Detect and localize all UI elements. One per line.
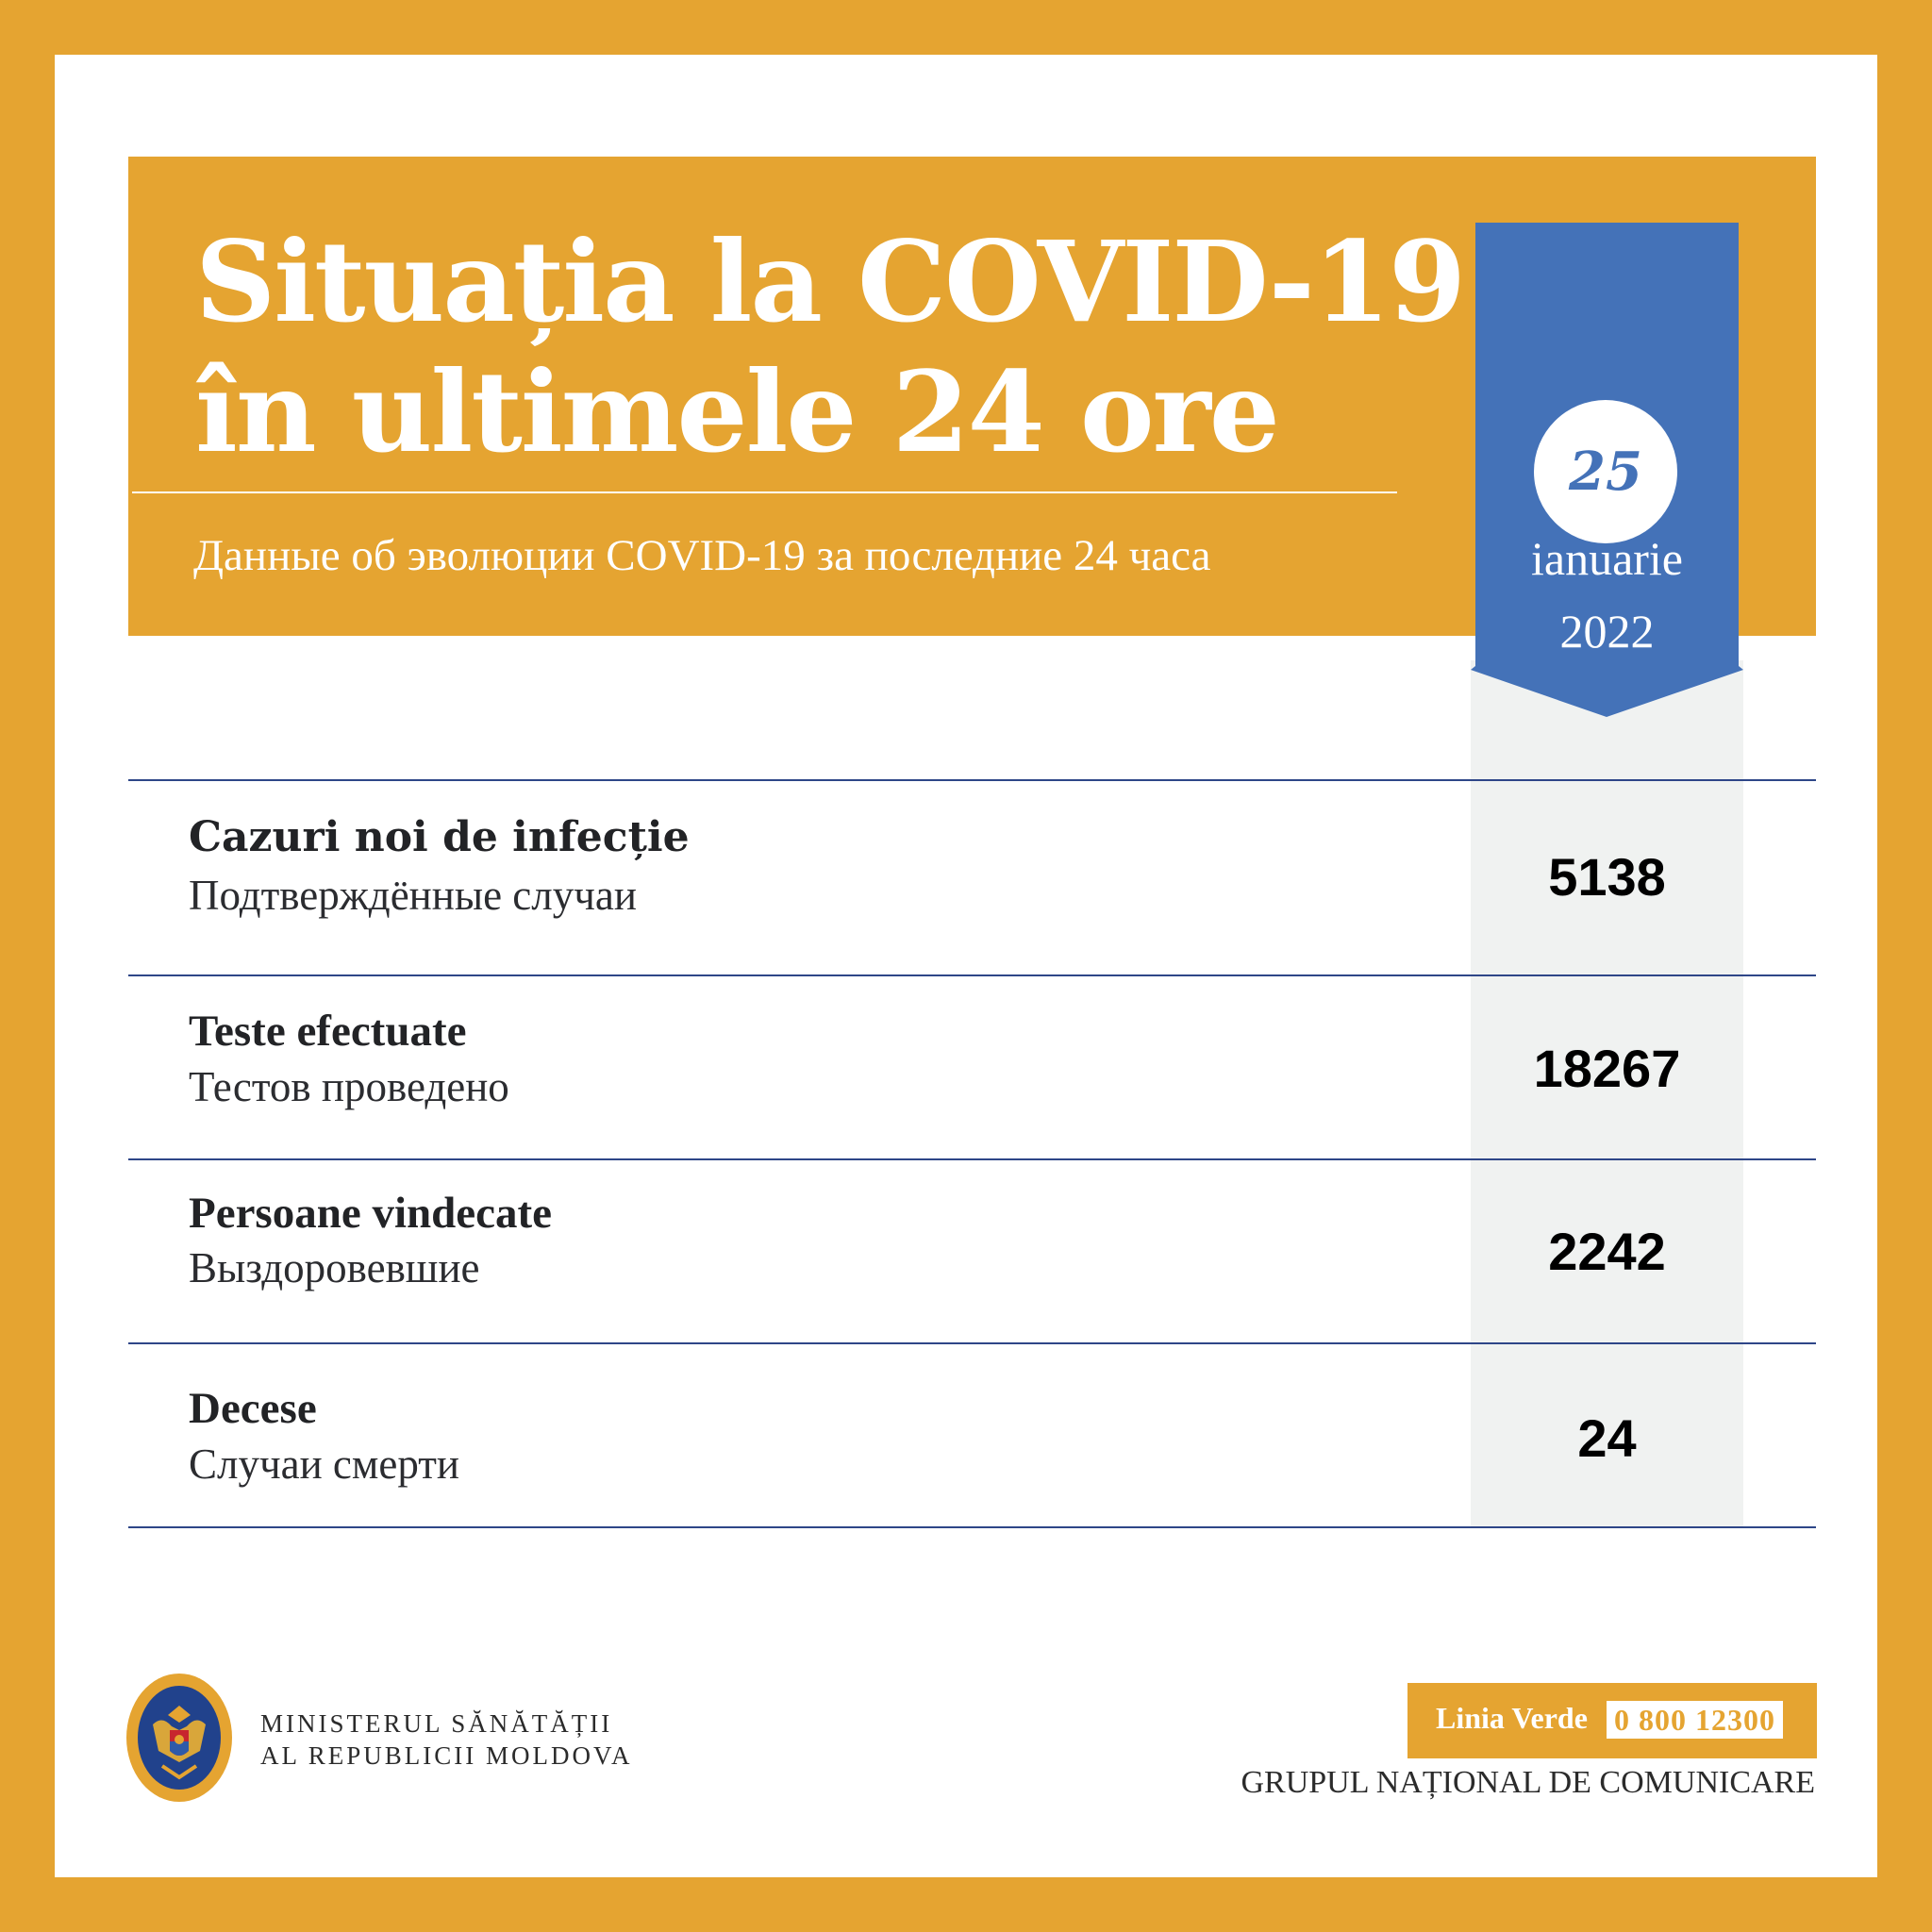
hotline-number: 0 800 12300: [1607, 1701, 1783, 1739]
row-divider: [128, 1342, 1816, 1344]
stat-value: 24: [1577, 1408, 1637, 1468]
stat-value: 18267: [1533, 1039, 1681, 1098]
date-day: 25: [1534, 400, 1677, 543]
title-line-1: Situația la COVID-19: [195, 216, 1465, 347]
stat-label-ro: Teste efectuate: [189, 1007, 467, 1056]
row-divider: [128, 1526, 1816, 1528]
page-title: [195, 217, 1464, 477]
ministry-name: [260, 1707, 633, 1772]
ministry-name-line-1: MINISTERUL SĂNĂTĂȚII: [260, 1709, 613, 1738]
ministry-name-line-2: AL REPUBLICII MOLDOVA: [260, 1741, 633, 1770]
page-subtitle: Данные об эволюции COVID-19 за последние 24 часа: [193, 531, 1211, 580]
stat-value: 2242: [1548, 1222, 1666, 1281]
communication-group-name: GRUPUL NAȚIONAL DE COMUNICARE: [1241, 1765, 1815, 1800]
stat-label-ro: Decese: [189, 1384, 317, 1433]
stat-label-ru: Случаи смерти: [189, 1441, 459, 1488]
date-month: ianuarie: [1530, 532, 1683, 585]
stat-label-ro: Persoane vindecate: [189, 1189, 553, 1238]
stat-label-ru: Подтверждённые случаи: [189, 872, 637, 919]
header-divider: [132, 491, 1397, 493]
moldova-coat-of-arms-seal-icon: [125, 1672, 234, 1804]
date-year: 2022: [1559, 605, 1655, 658]
row-divider: [128, 779, 1816, 781]
stat-label-ru: Тестов проведено: [189, 1063, 509, 1110]
row-divider: [128, 1158, 1816, 1160]
stat-value: 5138: [1548, 847, 1666, 907]
title-line-2: în ultimele 24 ore: [195, 346, 1278, 477]
row-divider: [128, 974, 1816, 976]
stat-label-ro: Cazuri noi de infecție: [189, 813, 690, 861]
hotline-label: Linia Verde: [1436, 1701, 1588, 1735]
stat-label-ru: Выздоровевшие: [189, 1244, 480, 1291]
